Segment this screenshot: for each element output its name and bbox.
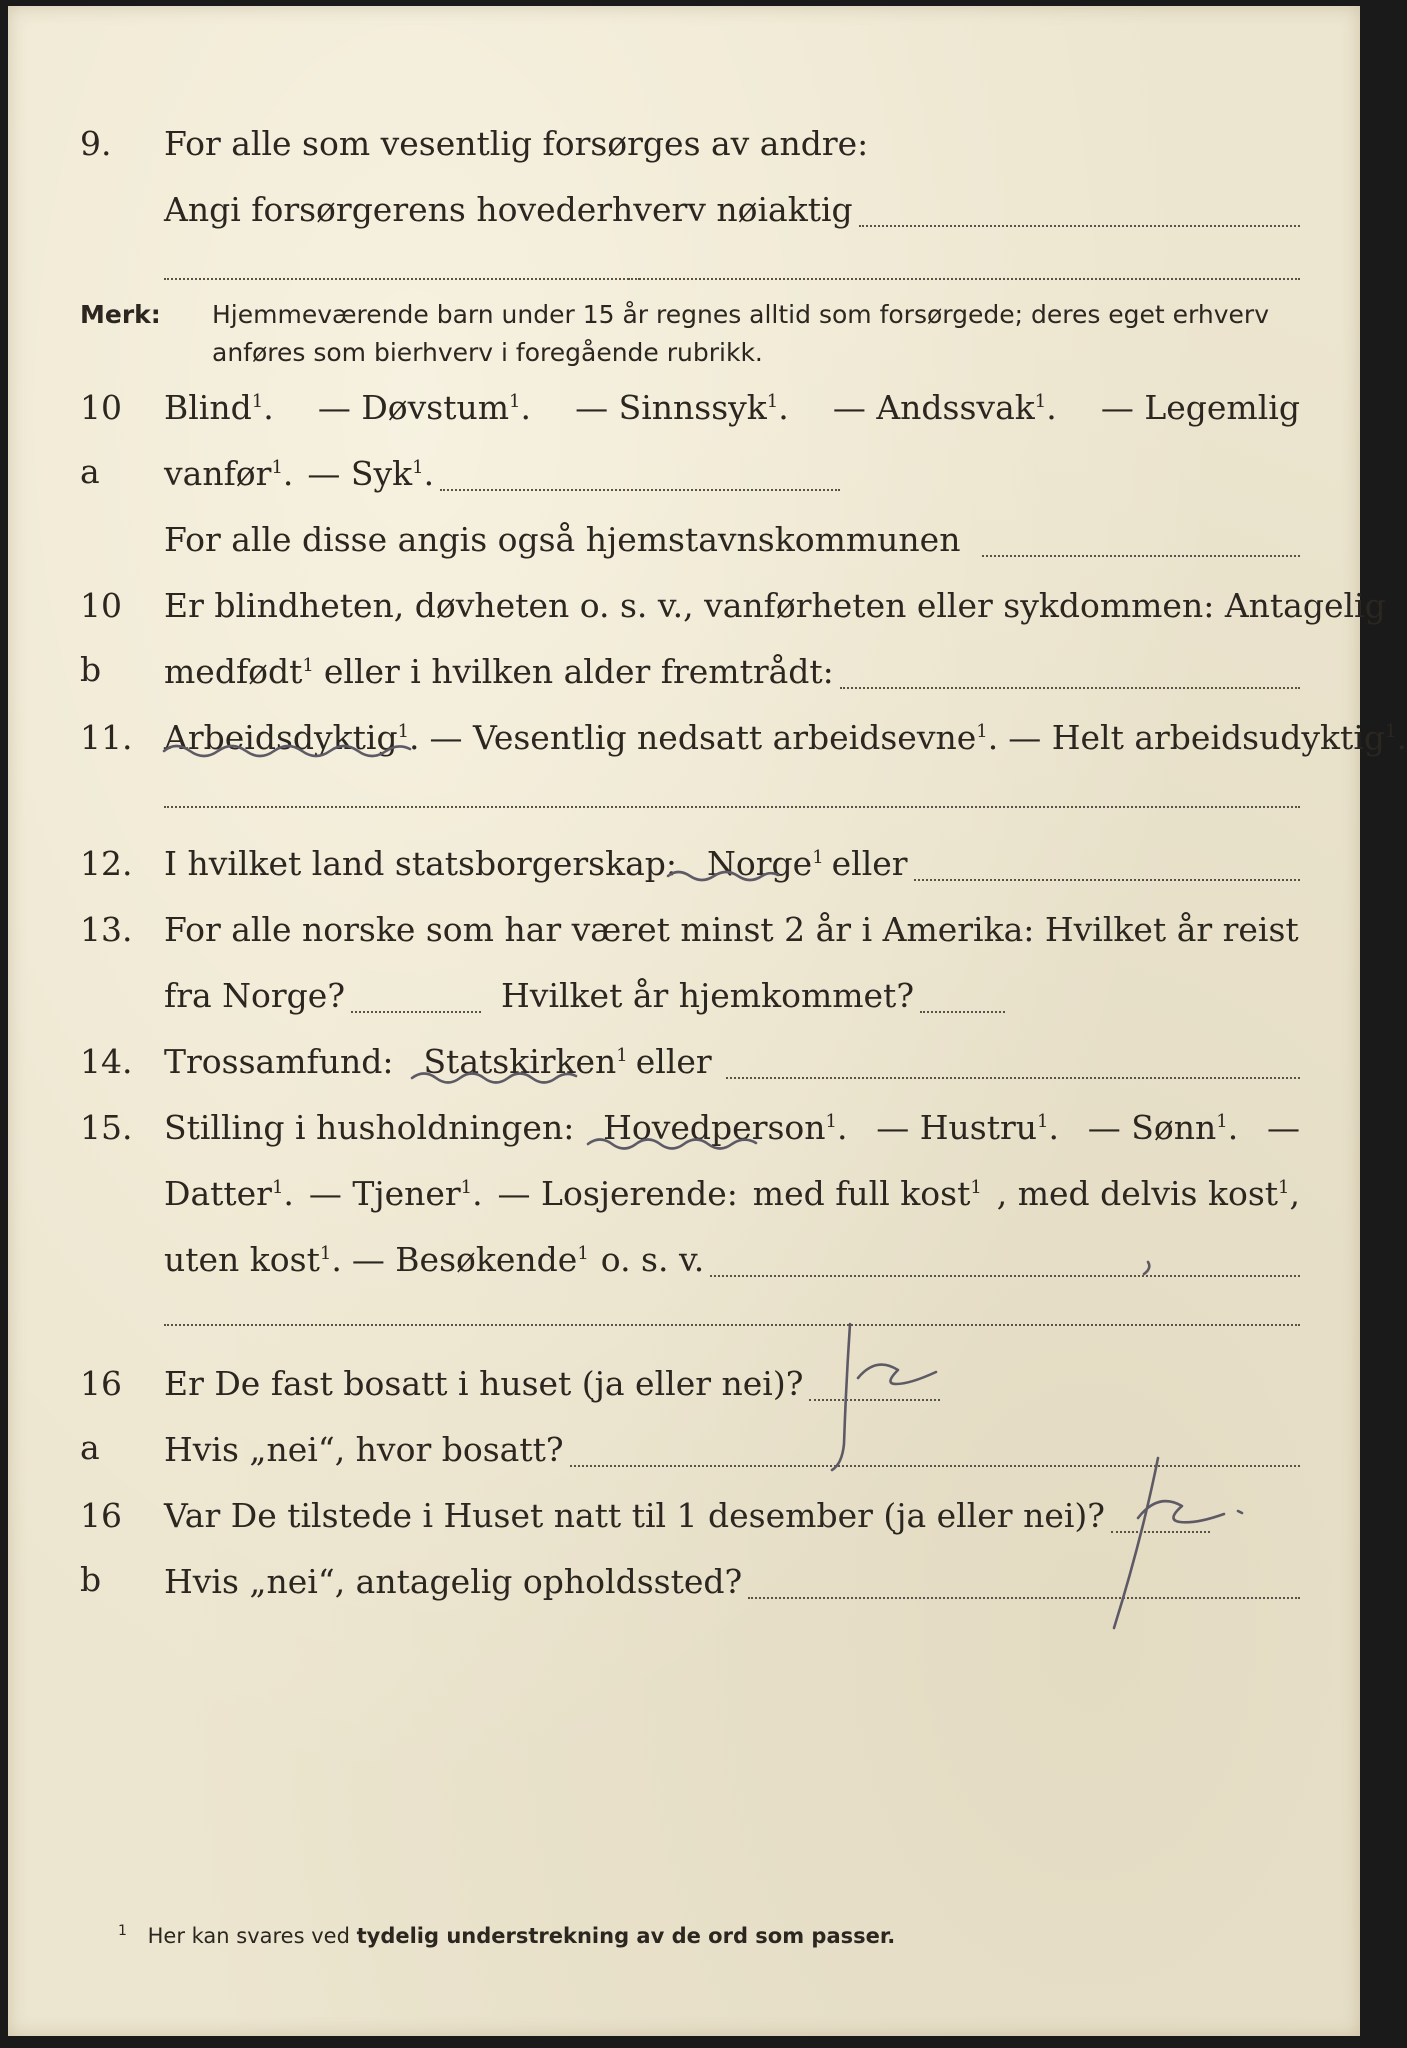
departure-year-field[interactable]	[351, 1011, 481, 1013]
census-form-page	[8, 6, 1407, 2036]
question-text: For alle som vesentlig forsørges av andre:	[164, 124, 869, 163]
question-text	[164, 706, 1407, 770]
answer-dotted-line	[570, 1465, 1300, 1467]
question-text: Datter$^1$. — Tjener$^1$. — Losjerende: med full kost$^1$ , med delvis kost$^1$,	[164, 1162, 1300, 1226]
question-number: 14.	[80, 1042, 133, 1081]
question-number: 10 b	[80, 586, 122, 689]
question-number: 10 a	[80, 388, 122, 491]
return-year-field[interactable]	[920, 1011, 1005, 1013]
household-position-field[interactable]: uten kost$^1$. — Besøkende$^1$ o. s. v.	[164, 1228, 1300, 1292]
question-number: 11.	[80, 718, 133, 757]
citizenship-field[interactable]: I hvilket land statsborgerskap: Norge$^1$ eller	[164, 832, 1300, 896]
home-municipality-field[interactable]: For alle disse angis også hjemstavnskommunen	[164, 508, 1300, 572]
question-number: 9.	[80, 124, 112, 163]
option-hustru[interactable]: — Hustru$^1$.	[876, 1108, 1059, 1147]
option-delvis-kost[interactable]: , med delvis kost$^1$,	[996, 1174, 1300, 1213]
option-arbeidsdyktig[interactable]: Arbeidsdyktig$^1$.	[164, 718, 420, 757]
residence-answer-field[interactable]	[809, 1399, 940, 1401]
presence-answer-field[interactable]	[1111, 1531, 1210, 1533]
answer-dotted-line	[726, 1077, 1300, 1079]
question-text	[164, 442, 840, 506]
option-nedsatt-arbeidsevne[interactable]: — Vesentlig nedsatt arbeidsevne$^1$.	[429, 718, 999, 757]
option-datter[interactable]: Datter$^1$.	[164, 1174, 294, 1213]
option-syk[interactable]: — Syk$^1$.	[307, 454, 435, 493]
religion-field[interactable]: Trossamfund: Statskirken$^1$ eller	[164, 1030, 1300, 1094]
question-text: For alle norske som har været minst 2 år i Amerika: Hvilket år reist	[164, 910, 1299, 949]
question-text: Stilling i husholdningen: Hovedperson$^1$. — Hustru$^1$. — Sønn$^1$. —	[164, 1096, 1300, 1160]
answer-dotted-line	[748, 1597, 1300, 1599]
answer-dotted-line	[982, 555, 1300, 557]
answer-dotted-line	[914, 879, 1300, 881]
note-text: Hjemmeværende barn under 15 år regnes alltid som forsørgede; deres eget erhverv anføres som bierhverv i foregående rubrikk.	[212, 300, 1269, 367]
question-text: Er blindheten, døvheten o. s. v., vanførheten eller sykdommen: Antagelig	[164, 586, 1386, 625]
footnote: $^1$ Her kan svares ved tydelig understrekning av de ord som passer.	[118, 1923, 896, 1948]
question-text	[164, 376, 1300, 440]
option-uten-kost[interactable]: uten kost$^1$.	[164, 1240, 342, 1279]
question-number: 13.	[80, 910, 133, 949]
option-medfodt[interactable]: medfødt$^1$	[164, 652, 314, 691]
answer-dotted-line[interactable]	[164, 278, 640, 280]
note-label: Merk:	[80, 300, 161, 329]
answer-dotted-line	[710, 1275, 1300, 1277]
question-text: Er De fast bosatt i huset (ja eller nei)?	[164, 1352, 940, 1416]
answer-dotted-line[interactable]	[440, 489, 840, 491]
option-norge[interactable]: Norge$^1$	[707, 844, 824, 883]
option-sonn[interactable]: — Sønn$^1$.	[1087, 1108, 1239, 1147]
option-full-kost[interactable]: med full kost$^1$	[752, 1174, 982, 1213]
option-arbeidsudyktig[interactable]: — Helt arbeidsudyktig$^1$.	[1008, 718, 1407, 757]
option-besokende[interactable]: — Besøkende$^1$	[351, 1240, 589, 1279]
residence-location-field[interactable]: Hvis „nei“, hvor bosatt?	[164, 1418, 1300, 1482]
option-sinnssyk[interactable]: — Sinnssyk$^1$.	[575, 388, 789, 427]
option-andssvak[interactable]: — Andssvak$^1$.	[832, 388, 1057, 427]
question-number: 16 a	[80, 1364, 122, 1467]
answer-dotted-line[interactable]	[164, 806, 1300, 808]
whereabouts-field[interactable]: Hvis „nei“, antagelig opholdssted?	[164, 1550, 1300, 1614]
question-number: 12.	[80, 844, 133, 883]
option-vanfor[interactable]: vanfør$^1$.	[164, 454, 294, 493]
question-text: Var De tilstede i Huset natt til 1 desember (ja eller nei)?	[164, 1484, 1210, 1548]
question-text: fra Norge? Hvilket år hjemkommet?	[164, 964, 1005, 1028]
option-hovedperson[interactable]: Hovedperson$^1$.	[603, 1108, 848, 1147]
option-legemlig[interactable]: — Legemlig	[1100, 388, 1300, 427]
option-dovstum[interactable]: — Døvstum$^1$.	[317, 388, 531, 427]
question-number: 15.	[80, 1108, 133, 1147]
provider-occupation-field[interactable]: Angi forsørgerens hovederhverv nøiaktig	[164, 178, 1300, 242]
answer-dotted-line	[840, 687, 1300, 689]
answer-dotted-line	[859, 225, 1300, 227]
option-blind[interactable]: Blind$^1$.	[164, 388, 274, 427]
answer-dotted-line[interactable]	[628, 278, 1300, 280]
answer-dotted-line[interactable]	[164, 1324, 1300, 1326]
onset-age-field[interactable]: medfødt$^1$ eller i hvilken alder fremtrådt:	[164, 640, 1300, 704]
option-tjener[interactable]: — Tjener$^1$.	[308, 1174, 483, 1213]
question-number: 16 b	[80, 1496, 122, 1599]
option-statskirken[interactable]: Statskirken$^1$	[423, 1042, 628, 1081]
